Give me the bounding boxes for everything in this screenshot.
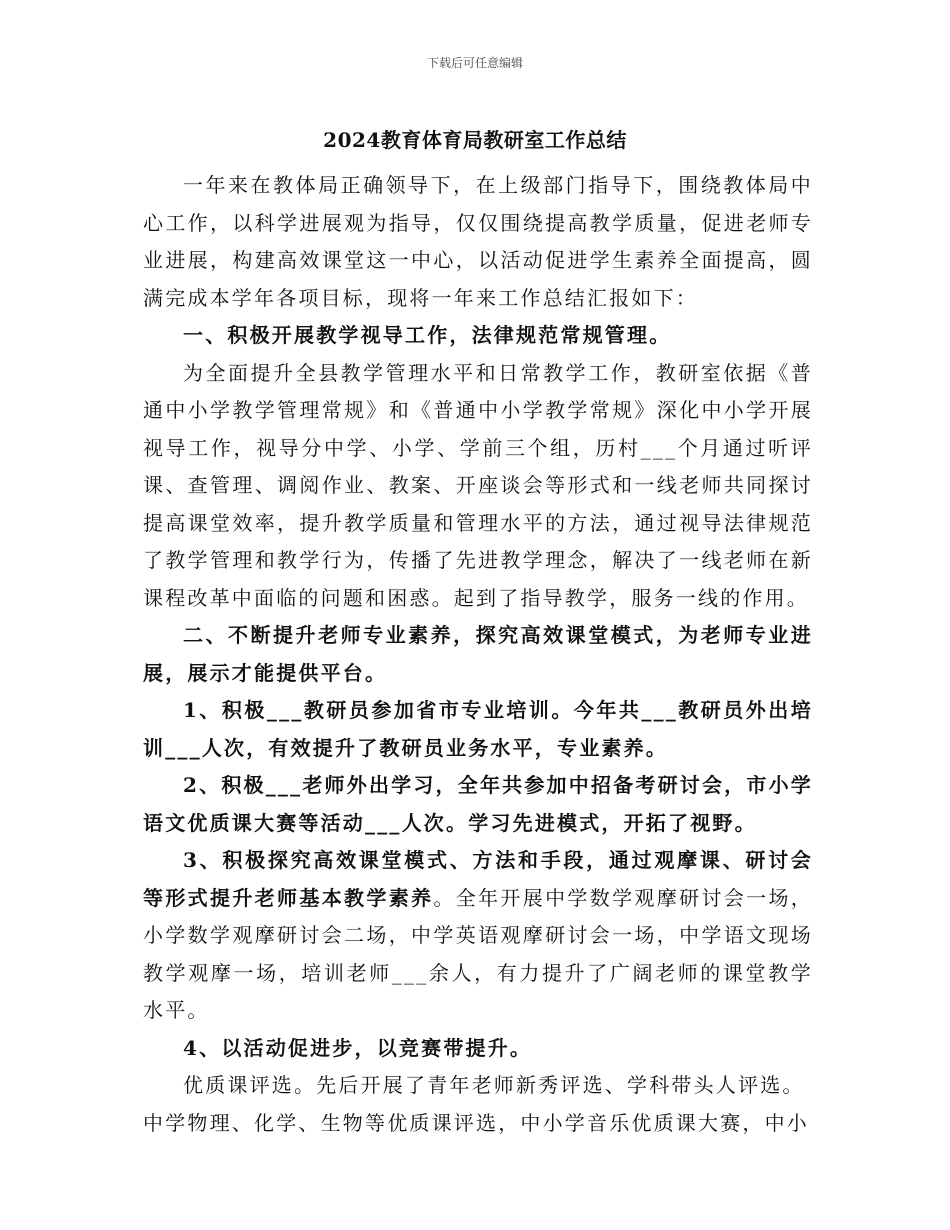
item-4 <box>143 1030 813 1068</box>
item-text: 2、积极___老师外出学习，全年共参加中招备考研讨会，市小学语文优质课大赛等活动___人次。学习先进模式，开拓了视野。 <box>143 773 813 835</box>
item-text: 4、以活动促进步，以竞赛带提升。 <box>183 1035 533 1060</box>
item-3 <box>143 842 813 1030</box>
paragraph-section-1 <box>143 355 813 618</box>
heading-section-1 <box>143 317 813 355</box>
item-2 <box>143 767 813 842</box>
item-1 <box>143 692 813 767</box>
heading-text: 一、积极开展教学视导工作，法律规范常规管理。 <box>183 323 672 347</box>
paragraph-text: 一年来在教体局正确领导下，在上级部门指导下，围绕教体局中心工作，以科学进展观为指导，仅仅围绕提高教学质量，促进老师专业进展，构建高效课堂这一中心，以活动促进学生素养全面提高，圆满完成本学年各项目标，现将一年来工作总结汇报如下： <box>143 173 813 310</box>
paragraph-competition <box>143 1067 813 1105</box>
document-body <box>143 167 813 1142</box>
paragraph-text: 优质课评选。先后开展了青年老师新秀评选、学科带头人评选。 <box>183 1073 805 1097</box>
heading-section-2 <box>143 617 813 692</box>
paragraph-intro <box>143 167 813 317</box>
paragraph-continued <box>143 1105 813 1143</box>
item-lead: 3、积极探究高效课堂模式、方法和手段，通过观摩课、研讨会等形式提升老师基本教学素养 <box>143 848 813 910</box>
heading-text: 二、不断提升老师专业素养，探究高效课堂模式，为老师专业进展，展示才能提供平台。 <box>143 623 813 685</box>
paragraph-text: 中学物理、化学、生物等优质课评选，中小学音乐优质课大赛，中小 <box>143 1110 809 1135</box>
paragraph-text: 为全面提升全县教学管理水平和日常教学工作，教研室依据《普通中小学教学管理常规》和《普通中小学教学常规》深化中小学开展视导工作，视导分中学、小学、学前三个组，历村___个月通过听评课、查管理、调阅作业、教案、开座谈会等形式和一线老师共同探讨提高课堂效率，提升教学质量和管理水平的方法，通过视导法律规范了教学管理和教学行为，传播了先进教学理念，解决了一线老师在新课程改革中面临的问题和困惑。起到了指导教学，服务一线的作用。 <box>143 360 813 610</box>
page-header: 下载后可任意编辑 <box>426 56 523 70</box>
document-title: 2024教育体育局教研室工作总结 <box>323 128 627 152</box>
item-text: 。全年开展中学数学观摩研讨会一场，小学数学观摩研讨会二场，中学英语观摩研讨会一场，中学语文现场教学观摩一场，培训老师___余人，有力提升了广阔老师的课堂教学水平。 <box>143 885 813 1022</box>
item-text: 1、积极___教研员参加省市专业培训。今年共___教研员外出培训___人次，有效提升了教研员业务水平，专业素养。 <box>143 698 813 760</box>
